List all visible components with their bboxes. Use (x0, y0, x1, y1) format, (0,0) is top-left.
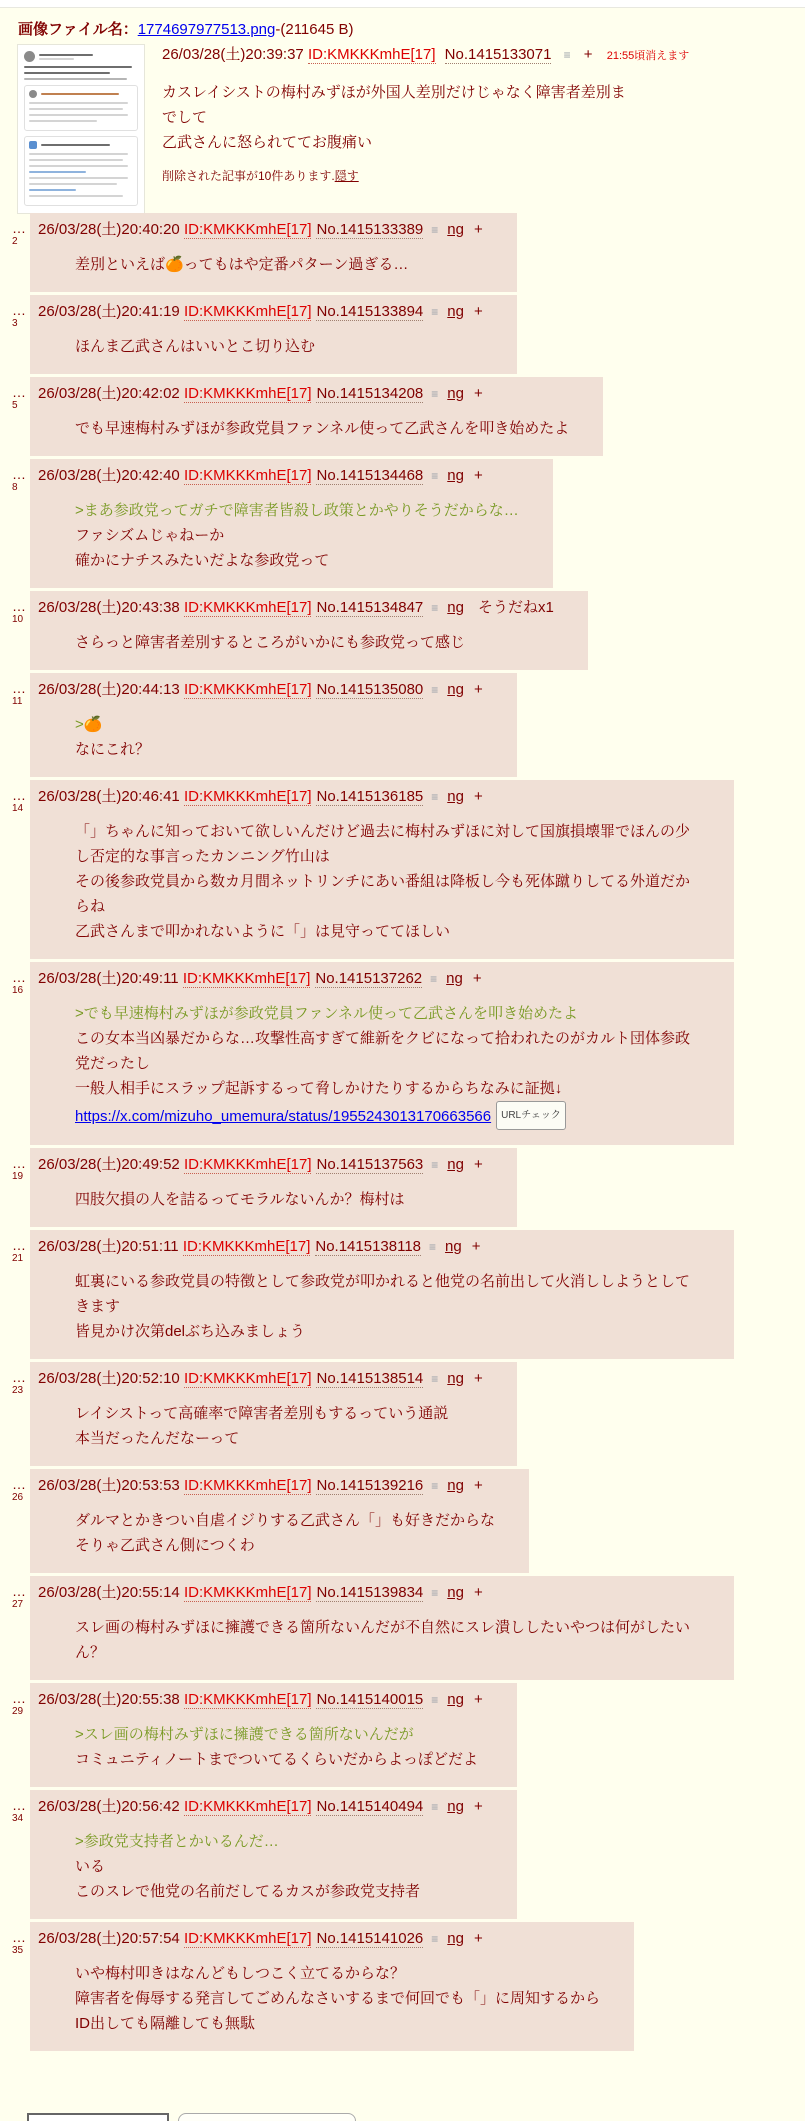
reply-row (12, 1230, 795, 1359)
reply-date: 26/03/28(土)20:49:11 (38, 970, 183, 987)
reply-text-line: 皆見かけ次第delぶち込みましょう (75, 1323, 306, 1340)
reply-body (75, 712, 483, 762)
tweet-author-row (24, 51, 138, 62)
reply-ng-link[interactable]: ng (447, 788, 464, 805)
reply-number-badge: 14 (12, 803, 24, 814)
reply-ng-link[interactable]: ng (446, 970, 463, 987)
reply-id[interactable]: ID:KMKKKmhE[17] (183, 385, 312, 402)
reply-plus-button[interactable]: + (473, 788, 483, 805)
reply-block (30, 459, 553, 588)
reply-number-badge: 10 (12, 614, 24, 625)
reply-text-line: 一般人相手にスラップ起訴するって脅しかけたりするからちなみに証拠↓ (75, 1080, 563, 1097)
reply-block (30, 1230, 734, 1359)
reply-body (75, 416, 569, 441)
reply-omit-prefix: …$^{26}$ (12, 1476, 26, 1503)
reply-text-line: そりゃ乙武さん側につくわ (75, 1537, 255, 1554)
note-link-line (29, 189, 76, 191)
image-file-size: -(211645 B) (275, 21, 354, 38)
reply-ng-link[interactable]: ng (447, 1930, 464, 1947)
reply-row (12, 1148, 795, 1227)
reply-quote-line: >スレ画の梅村みずほに擁護できる箇所ないんだが (75, 1726, 414, 1743)
post-menu-icon[interactable]: ≡ (430, 972, 438, 986)
url-check-button[interactable]: URLチェック (496, 1101, 566, 1130)
reply-text-line: その後参政党員から数カ月間ネットリンチにあい番組は降板し今も死体蹴りしてる外道だからね (75, 873, 691, 915)
community-note-icon (29, 141, 37, 149)
reply-plus-button[interactable]: + (473, 1930, 483, 1947)
reply-text-line: ファシズムじゃねーか (75, 527, 225, 544)
reply-header (38, 1237, 700, 1257)
reply-quote-line: >でも早速梅村みずほが参政党員ファンネル使って乙武さんを叩き始めたよ (75, 1005, 579, 1022)
reply-text-line: ほんま乙武さんはいいとこ切り込む (75, 338, 316, 355)
reply-post-number[interactable]: No.1415138118 (315, 1238, 422, 1255)
reply-ng-link[interactable]: ng (447, 599, 464, 616)
reply-header (38, 220, 483, 240)
post-menu-icon[interactable]: ≡ (431, 1693, 439, 1707)
reply-omit-prefix: …$^{29}$ (12, 1690, 26, 1717)
reply-row (12, 673, 795, 777)
post-menu-icon[interactable]: ≡ (431, 223, 439, 237)
text-input-partial[interactable] (178, 2113, 356, 2121)
op-plus-button[interactable]: + (583, 46, 593, 63)
reply-omit-prefix: …$^{21}$ (12, 1237, 26, 1264)
reply-id[interactable]: ID:KMKKKmhE[17] (183, 599, 312, 616)
reply-header (38, 680, 483, 700)
reply-row (12, 459, 795, 588)
reply-text-line: いる (75, 1858, 106, 1875)
tweet-text-line (24, 78, 127, 80)
reply-ng-link[interactable]: ng (447, 303, 464, 320)
reply-number-badge: 8 (12, 482, 18, 493)
reply-date: 26/03/28(土)20:42:40 (38, 467, 184, 484)
reply-body (75, 1615, 700, 1665)
reply-row (12, 213, 795, 292)
reply-text-line: 本当だったんだなーって (75, 1430, 240, 1447)
reply-header (38, 1797, 483, 1817)
op-text-line: カスレイシストの梅村みずほが外国人差別だけじゃなく障害者差別までして (162, 84, 626, 126)
reply-plus-button[interactable]: + (473, 303, 483, 320)
post-menu-icon[interactable]: ≡ (431, 1586, 439, 1600)
image-file-label: 画像ファイル名： (18, 21, 138, 38)
reply-omit-prefix: …$^2$ (12, 220, 26, 247)
reply-text-line: コミュニティノートまでついてるくらいだからよっぽどだよ (75, 1751, 479, 1768)
reply-number-badge: 27 (12, 1599, 24, 1610)
reply-body (75, 1187, 483, 1212)
reply-row (12, 780, 795, 959)
quoted-tweet-card (24, 85, 138, 131)
post-menu-icon[interactable]: ≡ (431, 1932, 439, 1946)
reply-ng-link[interactable]: ng (447, 1156, 464, 1173)
reply-block (30, 1922, 634, 2051)
reply-id[interactable]: ID:KMKKKmhE[17] (182, 970, 311, 987)
reply-post-number[interactable]: No.1415133894 (316, 303, 424, 320)
reply-plus-button[interactable]: + (473, 1370, 483, 1387)
reply-row (12, 1362, 795, 1466)
reply-number-badge: 16 (12, 985, 24, 996)
op-main (162, 45, 689, 188)
reply-text-line: このスレで他党の名前だしてるカスが参政党支持者 (75, 1883, 421, 1900)
reply-text-line: 障害者を侮辱する発言してごめんなさいするまで何回でも「」に周知するから (75, 1990, 601, 2007)
reply-id[interactable]: ID:KMKKKmhE[17] (183, 788, 312, 805)
reply-row (12, 962, 795, 1145)
community-note-card (24, 136, 138, 206)
reply-id[interactable]: ID:KMKKKmhE[17] (183, 1691, 312, 1708)
reply-body (75, 630, 554, 655)
reply-text-line: 四肢欠損の人を詰るってモラルないんか？梅村は (75, 1191, 405, 1208)
reply-row (12, 1683, 795, 1787)
post-menu-icon[interactable]: ≡ (431, 305, 439, 319)
reply-text-line: 乙武さんまで叩かれないように「」は見守っててほしい (75, 923, 451, 940)
reply-block (30, 1469, 529, 1573)
reply-plus-button[interactable]: + (471, 1238, 481, 1255)
post-menu-icon[interactable]: ≡ (429, 1240, 437, 1254)
reply-row (12, 295, 795, 374)
reply-omit-prefix: …$^8$ (12, 466, 26, 493)
reply-date: 26/03/28(土)20:44:13 (38, 681, 184, 698)
image-file-header (18, 18, 795, 39)
original-post (18, 45, 795, 213)
reply-post-number[interactable]: No.1415134208 (316, 385, 424, 402)
reply-date: 26/03/28(土)20:55:14 (38, 1584, 184, 1601)
reply-quote-line: >参政党支持者とかいるんだ… (75, 1833, 279, 1850)
reply-header (38, 787, 700, 807)
reply-header (38, 1929, 600, 1949)
op-date: 26/03/28(土)20:39:37 (162, 46, 304, 63)
reply-text-line: さらっと障害者差別するところがいかにも参政党って感じ (75, 634, 466, 651)
post-menu-icon[interactable]: ≡ (431, 683, 439, 697)
reply-plus-button[interactable]: + (473, 221, 483, 238)
reply-omit-prefix: …$^{14}$ (12, 787, 26, 814)
reply-ng-link[interactable]: ng (447, 1477, 464, 1494)
op-id[interactable]: ID:KMKKKmhE[17] (307, 46, 436, 63)
reply-number-badge: 5 (12, 400, 18, 411)
reply-number-badge: 34 (12, 1813, 24, 1824)
post-menu-icon[interactable]: ≡ (431, 1479, 439, 1493)
reply-date: 26/03/28(土)20:52:10 (38, 1370, 184, 1387)
reply-date: 26/03/28(土)20:49:52 (38, 1156, 184, 1173)
reply-ng-link[interactable]: ng (445, 1238, 462, 1255)
reply-header (38, 1690, 483, 1710)
reply-header (38, 384, 569, 404)
reply-ng-link[interactable]: ng (447, 385, 464, 402)
reply-number-badge: 2 (12, 236, 18, 247)
reply-ng-link[interactable]: ng (447, 221, 464, 238)
op-body (162, 80, 629, 155)
post-menu-icon[interactable]: ≡ (431, 1372, 439, 1386)
reply-omit-prefix: …$^{11}$ (12, 680, 26, 707)
note-link-line (29, 171, 86, 173)
reply-number-badge: 29 (12, 1706, 24, 1717)
reply-number-badge: 11 (12, 696, 23, 707)
op-expire-time: 21:55頃消えます (606, 50, 690, 62)
reply-body (75, 252, 483, 277)
post-menu-icon[interactable]: ≡ (431, 1158, 439, 1172)
submit-button-partial[interactable] (27, 2113, 169, 2121)
reply-text-line (75, 1101, 700, 1130)
reply-id[interactable]: ID:KMKKKmhE[17] (183, 303, 312, 320)
reply-block (30, 780, 734, 959)
tweet-author-name-lines (39, 52, 138, 62)
reply-text-line: 虹裏にいる参政党員の特徴として参政党が叩かれると他党の名前出して火消ししようとしてきます (75, 1273, 691, 1315)
reply-header (38, 1155, 483, 1175)
reply-id[interactable]: ID:KMKKKmhE[17] (182, 1238, 311, 1255)
reply-body (75, 819, 700, 944)
reply-plus-button[interactable]: + (473, 681, 483, 698)
reply-date: 26/03/28(土)20:46:41 (38, 788, 184, 805)
reply-block (30, 962, 734, 1145)
reply-number-badge: 26 (12, 1492, 24, 1503)
reply-date: 26/03/28(土)20:51:11 (38, 1238, 183, 1255)
reply-number-badge: 23 (12, 1385, 24, 1396)
reply-block (30, 213, 517, 292)
thread-container (0, 8, 805, 2051)
top-strip (0, 0, 805, 8)
reply-number-badge: 21 (12, 1253, 24, 1264)
reply-text-line: なにこれ？ (75, 741, 151, 758)
reply-block (30, 1576, 734, 1680)
reply-id[interactable]: ID:KMKKKmhE[17] (183, 221, 312, 238)
reply-id[interactable]: ID:KMKKKmhE[17] (183, 1798, 312, 1815)
reply-post-number[interactable]: No.1415136185 (316, 788, 424, 805)
reply-text-line: ID出しても隔離しても無駄 (75, 2015, 256, 2032)
reply-body (75, 1722, 483, 1772)
tweet-text-line (24, 72, 110, 74)
reply-post-number[interactable]: No.1415139834 (316, 1584, 424, 1601)
quoted-tweet-avatar-icon (29, 90, 37, 98)
reply-date: 26/03/28(土)20:42:02 (38, 385, 184, 402)
reply-block (30, 377, 603, 456)
reply-plus-button[interactable]: + (473, 385, 483, 402)
reply-header (38, 969, 700, 989)
op-number[interactable]: No.1415133071 (444, 46, 552, 63)
tweet-avatar-icon (24, 51, 35, 62)
reply-text-line: ダルマとかきつい自虐イジりする乙武さん「」も好きだからな (75, 1512, 496, 1529)
reply-date: 26/03/28(土)20:56:42 (38, 1798, 184, 1815)
reply-omit-prefix: …$^{34}$ (12, 1797, 26, 1824)
reply-plus-button[interactable]: + (473, 1156, 483, 1173)
reply-quote-line: >🍊 (75, 716, 103, 733)
reply-text-line: 差別といえば🍊ってもはや定番パターン過ぎる… (75, 256, 409, 273)
reply-number-badge: 3 (12, 318, 18, 329)
reply-sodane-count[interactable]: そうだねx1 (477, 599, 554, 616)
reply-body (75, 1508, 495, 1558)
reply-ng-link[interactable]: ng (447, 1691, 464, 1708)
reply-omit-prefix: …$^3$ (12, 302, 26, 329)
reply-plus-button[interactable]: + (472, 970, 482, 987)
reply-date: 26/03/28(土)20:41:19 (38, 303, 184, 320)
deleted-posts-notice (162, 167, 689, 184)
reply-omit-prefix: …$^{19}$ (12, 1155, 26, 1182)
reply-post-number[interactable]: No.1415140015 (316, 1691, 424, 1708)
reply-date: 26/03/28(土)20:55:38 (38, 1691, 184, 1708)
reply-body (75, 498, 519, 573)
reply-post-number[interactable]: No.1415134468 (316, 467, 424, 484)
reply-body (75, 1001, 700, 1130)
reply-body (75, 1401, 483, 1451)
reply-block (30, 1362, 517, 1466)
reply-plus-button[interactable]: + (473, 1584, 483, 1601)
hide-deleted-link[interactable]: 隠す (334, 169, 359, 183)
reply-url-link[interactable]: https://x.com/mizuho_umemura/status/1955243013170663566 (75, 1108, 492, 1125)
reply-quote-line: >まあ参政党ってガチで障害者皆殺し政策とかやりそうだからな… (75, 502, 519, 519)
reply-block (30, 1148, 517, 1227)
reply-text-line: この女本当凶暴だからな…攻撃性高すぎて維新をクビになって拾われたのがカルト団体参政党だったし (75, 1030, 691, 1072)
deleted-posts-text: 削除された記事が10件あります. (162, 169, 335, 183)
reply-text-line: スレ画の梅村みずほに擁護できる箇所ないんだが不自然にスレ潰ししたいやつは何がしたいん？ (75, 1619, 691, 1661)
reply-post-number[interactable]: No.1415139216 (316, 1477, 424, 1494)
reply-omit-prefix: …$^{16}$ (12, 969, 26, 996)
reply-omit-prefix: …$^{10}$ (12, 598, 26, 625)
post-menu-icon[interactable]: ≡ (431, 601, 439, 615)
reply-number-badge: 19 (12, 1171, 24, 1182)
reply-date: 26/03/28(土)20:43:38 (38, 599, 184, 616)
reply-omit-prefix: …$^{35}$ (12, 1929, 26, 1956)
reply-plus-button[interactable]: + (473, 1798, 483, 1815)
reply-id[interactable]: ID:KMKKKmhE[17] (183, 1584, 312, 1601)
reply-date: 26/03/28(土)20:40:20 (38, 221, 184, 238)
reply-row (12, 591, 795, 670)
reply-block (30, 673, 517, 777)
reply-post-number[interactable]: No.1415137262 (315, 970, 423, 987)
op-text-line: 乙武さんに怒られててお腹痛い (162, 134, 373, 151)
reply-header (38, 598, 554, 618)
reply-plus-button[interactable]: + (473, 467, 483, 484)
reply-ng-link[interactable]: ng (447, 467, 464, 484)
reply-post-number[interactable]: No.1415135080 (316, 681, 424, 698)
reply-omit-prefix: …$^{27}$ (12, 1583, 26, 1610)
reply-body (75, 1961, 600, 2036)
reply-plus-button[interactable]: + (473, 1477, 483, 1494)
reply-body (75, 1269, 700, 1344)
reply-body (75, 334, 483, 359)
reply-row (12, 1922, 795, 2051)
reply-text-line: 「」ちゃんに知っておいて欲しいんだけど過去に梅村みずほに対して国旗損壊罪でほんの少し否定的な事言ったカンニング竹山は (75, 823, 691, 865)
reply-row (12, 1576, 795, 1680)
reply-id[interactable]: ID:KMKKKmhE[17] (183, 681, 312, 698)
reply-block (30, 1683, 517, 1787)
reply-post-number[interactable]: No.1415141026 (316, 1930, 424, 1947)
reply-post-number[interactable]: No.1415140494 (316, 1798, 424, 1815)
reply-block (30, 1790, 517, 1919)
reply-id[interactable]: ID:KMKKKmhE[17] (183, 1156, 312, 1173)
reply-post-number[interactable]: No.1415133389 (316, 221, 424, 238)
reply-number-badge: 35 (12, 1945, 24, 1956)
thread-thumbnail-image[interactable] (18, 45, 144, 213)
reply-header (38, 466, 519, 486)
reply-list (10, 213, 795, 2051)
reply-id[interactable]: ID:KMKKKmhE[17] (183, 1370, 312, 1387)
reply-block (30, 295, 517, 374)
op-header (162, 45, 689, 66)
post-menu-icon[interactable]: ≡ (431, 790, 439, 804)
reply-ng-link[interactable]: ng (447, 1584, 464, 1601)
reply-plus-button[interactable]: + (473, 1691, 483, 1708)
reply-header (38, 1369, 483, 1389)
post-menu-icon[interactable]: ≡ (431, 469, 439, 483)
reply-id[interactable]: ID:KMKKKmhE[17] (183, 1930, 312, 1947)
reply-date: 26/03/28(土)20:53:53 (38, 1477, 184, 1494)
reply-text-line: 確かにナチスみたいだよな参政党って (75, 552, 330, 569)
post-menu-icon[interactable]: ≡ (431, 1800, 439, 1814)
reply-header (38, 1476, 495, 1496)
reply-header (38, 1583, 700, 1603)
reply-ng-link[interactable]: ng (447, 1798, 464, 1815)
reply-text-line: いや梅村叩きはなんどもしつこく立てるからな？ (75, 1965, 406, 1982)
reply-row (12, 377, 795, 456)
reply-id[interactable]: ID:KMKKKmhE[17] (183, 467, 312, 484)
reply-row (12, 1469, 795, 1573)
tweet-text-line (24, 66, 132, 68)
reply-ng-link[interactable]: ng (447, 1370, 464, 1387)
post-menu-icon[interactable]: ≡ (431, 387, 439, 401)
post-menu-icon[interactable]: ≡ (563, 48, 571, 62)
reply-post-number[interactable]: No.1415134847 (316, 599, 424, 616)
reply-omit-prefix: …$^5$ (12, 384, 26, 411)
reply-date: 26/03/28(土)20:57:54 (38, 1930, 184, 1947)
reply-text-line: レイシストって高確率で障害者差別もするっていう通説 (75, 1405, 449, 1422)
reply-body (75, 1829, 483, 1904)
reply-ng-link[interactable]: ng (447, 681, 464, 698)
reply-row (12, 1790, 795, 1919)
reply-id[interactable]: ID:KMKKKmhE[17] (183, 1477, 312, 1494)
reply-header (38, 302, 483, 322)
image-file-link[interactable]: 1774697977513.png (137, 21, 276, 38)
reply-post-number[interactable]: No.1415138514 (316, 1370, 424, 1387)
reply-post-number[interactable]: No.1415137563 (316, 1156, 424, 1173)
reply-block (30, 591, 588, 670)
reply-text-line: でも早速梅村みずほが参政党員ファンネル使って乙武さんを叩き始めたよ (75, 420, 570, 437)
reply-form-partial (27, 2113, 356, 2121)
reply-omit-prefix: …$^{23}$ (12, 1369, 26, 1396)
